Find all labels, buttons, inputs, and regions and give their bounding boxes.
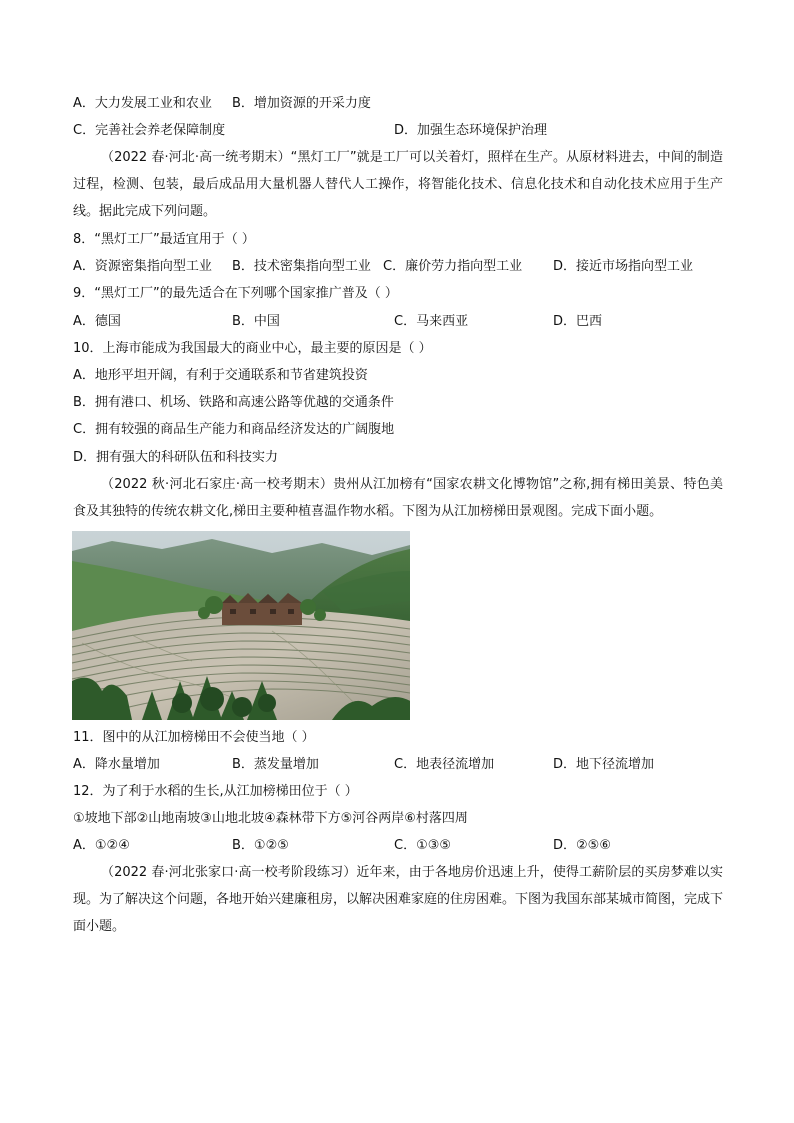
q9-stem: 9．“黑灯工厂”的最先适合在下列哪个国家推广普及（ ） xyxy=(73,286,398,301)
q10-option-d: D．拥有强大的科研队伍和科技实力 xyxy=(73,450,279,465)
passage-black-light-factory: （2022 春·河北·高一统考期末）“黑灯工厂”就是工厂可以关着灯，照样在生产。从原材料进去，中间的制造过程，检测、包装，最后成品用大量机器人替代人工操作，将智能化技术、信息化技术和自动化技术应用于生产线。据此完成下列问题。 xyxy=(73,150,723,219)
passage-terraces: （2022 秋·河北石家庄·高一校考期末）贵州从江加榜有“国家农耕文化博物馆”之称,拥有梯田美景、特色美食及其独特的传统农耕文化,梯田主要种植喜温作物水稻。下图为从江加榜梯田景观图。完成下面小题。 xyxy=(73,477,723,519)
q11-option-d: D．地下径流增加 xyxy=(553,757,655,772)
q12-option-a: A．①②④ xyxy=(73,838,130,853)
q7-option-a: A．大力发展工业和农业 xyxy=(73,96,212,111)
terraced-rice-field-photo xyxy=(72,531,410,720)
q8-option-b: B．技术密集指向型工业 xyxy=(232,259,371,274)
q8-option-d: D．接近市场指向型工业 xyxy=(553,259,694,274)
q9-option-c: C．马来西亚 xyxy=(394,314,469,329)
q8-option-a: A．资源密集指向型工业 xyxy=(73,259,212,274)
q12-items: ①坡地下部②山地南坡③山地北坡④森林带下方⑤河谷两岸⑥村落四周 xyxy=(73,811,468,826)
q12-option-d: D．②⑤⑥ xyxy=(553,838,611,853)
q10-option-b: B．拥有港口、机场、铁路和高速公路等优越的交通条件 xyxy=(73,395,394,410)
q7-option-d: D．加强生态环境保护治理 xyxy=(394,123,548,138)
q10-option-c: C．拥有较强的商品生产能力和商品经济发达的广阔腹地 xyxy=(73,422,395,437)
q9-option-b: B．中国 xyxy=(232,314,280,329)
q12-stem: 12．为了利于水稻的生长,从江加榜梯田位于（ ） xyxy=(73,784,358,799)
q8-option-c: C．廉价劳力指向型工业 xyxy=(383,259,523,274)
q9-option-d: D．巴西 xyxy=(553,314,603,329)
q7-option-c: C．完善社会养老保障制度 xyxy=(73,123,226,138)
q10-option-a: A．地形平坦开阔，有利于交通联系和节省建筑投资 xyxy=(73,368,368,383)
q10-stem: 10．上海市能成为我国最大的商业中心，最主要的原因是（ ） xyxy=(73,341,432,356)
q11-option-a: A．降水量增加 xyxy=(73,757,160,772)
q11-option-c: C．地表径流增加 xyxy=(394,757,495,772)
q7-option-b: B．增加资源的开采力度 xyxy=(232,96,371,111)
q12-option-c: C．①③⑤ xyxy=(394,838,452,853)
passage-low-rent-housing: （2022 春·河北张家口·高一校考阶段练习）近年来，由于各地房价迅速上升，使得工薪阶层的买房梦难以实现。为了解决这个问题，各地开始兴建廉租房，以解决困难家庭的住房困难。下图为我国东部某城市简图，完成下面小题。 xyxy=(73,865,724,934)
q12-option-b: B．①②⑤ xyxy=(232,838,289,853)
q8-stem: 8．“黑灯工厂”最适宜用于（ ） xyxy=(73,232,255,247)
q11-stem: 11．图中的从江加榜梯田不会使当地（ ） xyxy=(73,730,315,745)
q11-option-b: B．蒸发量增加 xyxy=(232,757,319,772)
q9-option-a: A．德国 xyxy=(73,314,121,329)
